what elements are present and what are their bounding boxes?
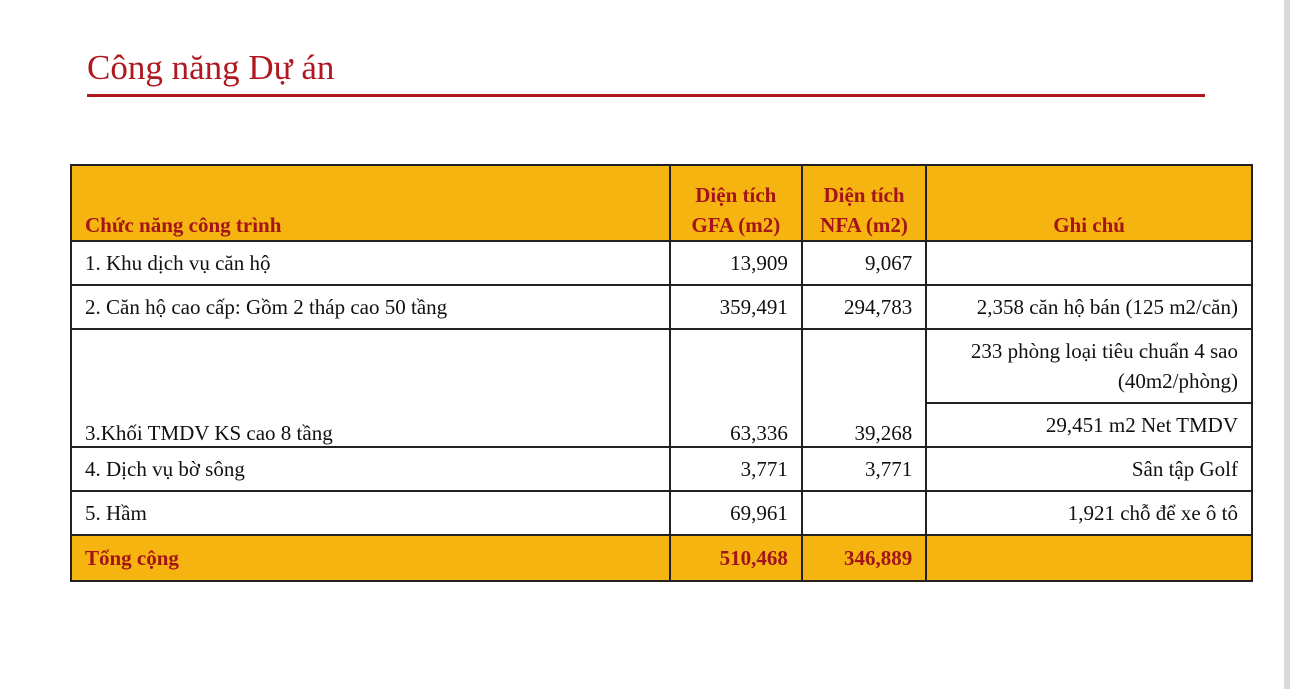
row-nfa: 3,771: [802, 447, 926, 491]
row-note-rooms-line1: 233 phòng loại tiêu chuẩn 4 sao: [970, 339, 1238, 363]
header-nfa-line2: NFA (m2): [820, 213, 908, 237]
header-gfa-line1: Diện tích: [695, 183, 777, 207]
header-note: Ghi chú: [926, 165, 1252, 241]
header-nfa-line1: Diện tích: [823, 183, 905, 207]
row-function: 4. Dịch vụ bờ sông: [71, 447, 670, 491]
row-function: 5. Hầm: [71, 491, 670, 535]
row-function: 2. Căn hộ cao cấp: Gồm 2 tháp cao 50 tầng: [71, 285, 670, 329]
total-row: [71, 535, 1252, 581]
row-gfa: 3,771: [670, 447, 802, 491]
row-note: [926, 241, 1252, 285]
row-nfa: [802, 491, 926, 535]
row-gfa: 63,336: [670, 329, 802, 447]
total-gfa: 510,468: [670, 535, 802, 581]
function-table: [70, 164, 1253, 582]
row-function: 1. Khu dịch vụ căn hộ: [71, 241, 670, 285]
table-row: [71, 329, 1252, 403]
table-row: [71, 447, 1252, 491]
row-nfa: 9,067: [802, 241, 926, 285]
title-underline: [87, 94, 1205, 97]
row-note: Sân tập Golf: [926, 447, 1252, 491]
row-nfa: 294,783: [802, 285, 926, 329]
row-nfa: 39,268: [802, 329, 926, 447]
header-gfa-line2: GFA (m2): [691, 213, 781, 237]
table-row: [71, 241, 1252, 285]
row-gfa: 359,491: [670, 285, 802, 329]
header-gfa: [670, 165, 802, 241]
table-row: [71, 491, 1252, 535]
row-note: 1,921 chỗ để xe ô tô: [926, 491, 1252, 535]
table-row: [71, 285, 1252, 329]
row-note: 2,358 căn hộ bán (125 m2/căn): [926, 285, 1252, 329]
row-function: 3.Khối TMDV KS cao 8 tầng: [71, 329, 670, 447]
page-title: Công năng Dự án: [87, 48, 335, 87]
row-gfa: 13,909: [670, 241, 802, 285]
total-nfa: 346,889: [802, 535, 926, 581]
header-nfa: [802, 165, 926, 241]
page-right-edge: [1284, 0, 1290, 689]
row-note-rooms: [926, 329, 1252, 403]
row-note-rooms-line2: (40m2/phòng): [1117, 369, 1238, 393]
total-label: Tổng cộng: [71, 535, 670, 581]
row-note-net: 29,451 m2 Net TMDV: [926, 403, 1252, 447]
row-gfa: 69,961: [670, 491, 802, 535]
table-header: [71, 165, 1252, 241]
total-note: [926, 535, 1252, 581]
header-function: Chức năng công trình: [71, 165, 670, 241]
